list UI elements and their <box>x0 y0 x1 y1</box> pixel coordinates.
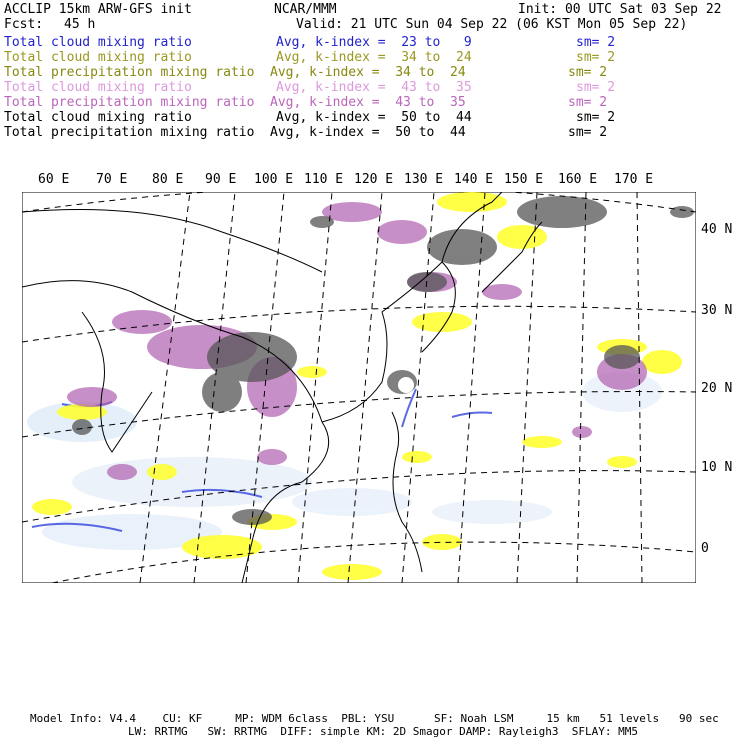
legend-stat: Avg, k-index = 23 to 9 <box>276 35 472 50</box>
org-label: NCAR/MMM <box>274 2 337 17</box>
lon-label: 140 E <box>454 172 494 187</box>
legend-field: Total precipitation mixing ratio <box>4 125 255 140</box>
legend-field: Total precipitation mixing ratio <box>4 95 255 110</box>
init-time: Init: 00 UTC Sat 03 Sep 22 <box>518 2 722 17</box>
legend-sm: sm= 2 <box>576 110 616 125</box>
model-info-line2: LW: RRTMG SW: RRTMG DIFF: simple KM: 2D Smagor DAMP: Rayleigh3 SFLAY: MM5 <box>128 725 638 738</box>
lat-label: 30 N <box>701 303 733 318</box>
forecast-map <box>22 192 696 583</box>
legend-field: Total cloud mixing ratio <box>4 50 192 65</box>
lon-label: 150 E <box>504 172 544 187</box>
typhoon-eye <box>398 377 414 393</box>
model-title: ACCLIP 15km ARW-GFS init <box>4 2 192 17</box>
lat-label: 40 N <box>701 222 733 237</box>
legend-field: Total cloud mixing ratio <box>4 80 192 95</box>
legend-stat: Avg, k-index = 34 to 24 <box>276 50 472 65</box>
lat-label: 20 N <box>701 381 733 396</box>
lon-label: 80 E <box>152 172 184 187</box>
lon-label: 170 E <box>614 172 654 187</box>
legend-sm: sm= 2 <box>576 80 616 95</box>
lon-label: 130 E <box>404 172 444 187</box>
legend-stat: Avg, k-index = 50 to 44 <box>276 110 472 125</box>
legend-field: Total cloud mixing ratio <box>4 35 192 50</box>
legend-stat: Avg, k-index = 43 to 35 <box>270 95 466 110</box>
lon-label: 100 E <box>254 172 294 187</box>
model-info-line1: Model Info: V4.4 CU: KF MP: WDM 6class PBL: YSU SF: Noah LSM 15 km 51 levels 90 sec <box>30 712 719 725</box>
lat-label: 0 <box>701 541 709 556</box>
lon-label: 90 E <box>205 172 237 187</box>
legend-stat: Avg, k-index = 34 to 24 <box>270 65 466 80</box>
legend-sm: sm= 2 <box>568 125 608 140</box>
legend-stat: Avg, k-index = 43 to 35 <box>276 80 472 95</box>
lon-label: 120 E <box>354 172 394 187</box>
forecast-hour: 45 h <box>64 17 96 32</box>
legend-sm: sm= 2 <box>568 65 608 80</box>
lon-label: 70 E <box>96 172 128 187</box>
lon-label: 160 E <box>558 172 598 187</box>
legend-sm: sm= 2 <box>568 95 608 110</box>
forecast-label: Fcst: <box>4 17 44 32</box>
lon-label: 60 E <box>38 172 70 187</box>
legend-sm: sm= 2 <box>576 50 616 65</box>
valid-time: Valid: 21 UTC Sun 04 Sep 22 (06 KST Mon 05 Sep 22) <box>296 17 688 32</box>
legend-stat: Avg, k-index = 50 to 44 <box>270 125 466 140</box>
legend-sm: sm= 2 <box>576 35 616 50</box>
legend-field: Total cloud mixing ratio <box>4 110 192 125</box>
legend-field: Total precipitation mixing ratio <box>4 65 255 80</box>
lat-label: 10 N <box>701 460 733 475</box>
lon-label: 110 E <box>304 172 344 187</box>
